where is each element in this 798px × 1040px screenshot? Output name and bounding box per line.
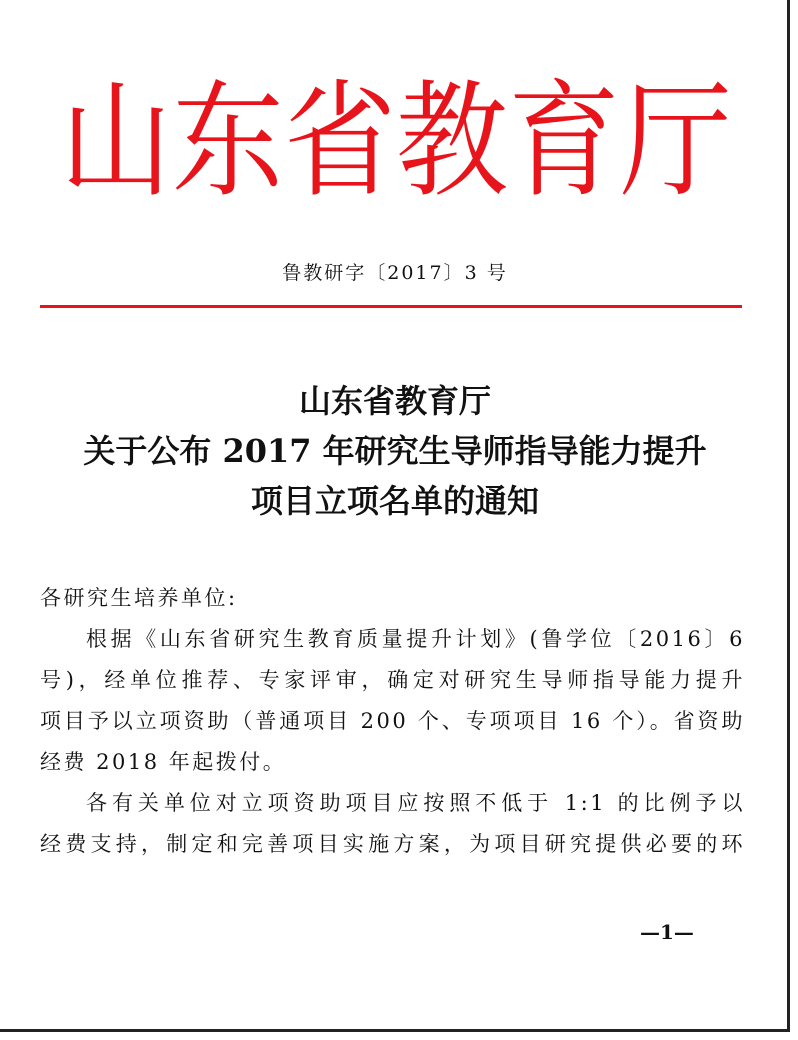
red-divider-line <box>40 305 742 308</box>
issuer-masthead <box>60 69 732 215</box>
paragraph-1-line: 根据《山东省研究生教育质量提升计划》(鲁学位〔2016〕6 <box>86 627 745 651</box>
masthead-char: 育 <box>508 69 620 215</box>
masthead-char: 山 <box>60 69 172 215</box>
title-line-3: 项目立项名单的通知 <box>250 482 539 520</box>
title-line-2: 关于公布 2017 年研究生导师指导能力提升 <box>83 432 707 470</box>
masthead-char: 省 <box>284 69 396 215</box>
paragraph-2-line: 各有关单位对立项资助项目应按照不低于 1:1 的比例予以 <box>86 791 745 815</box>
masthead-char: 教 <box>396 69 508 215</box>
masthead-char: 厅 <box>620 69 732 215</box>
salutation: 各研究生培养单位: <box>40 586 238 610</box>
title-line-1: 山东省教育厅 <box>298 382 491 420</box>
paragraph-1-line: 项目予以立项资助（普通项目 200 个、专项项目 16 个）。省资助 <box>40 709 745 733</box>
document-title <box>0 376 790 526</box>
paragraph-1-line: 经费 2018 年起拨付。 <box>40 750 287 774</box>
masthead-char: 东 <box>172 69 284 215</box>
page-number: —1— <box>640 920 694 944</box>
document-body <box>40 578 745 865</box>
paragraph-2-line: 经费支持，制定和完善项目实施方案，为项目研究提供必要的环 <box>40 832 745 856</box>
document-number: 鲁教研字〔2017〕3 号 <box>282 262 508 284</box>
paragraph-1-line: 号)，经单位推荐、专家评审，确定对研究生导师指导能力提升 <box>40 668 745 692</box>
